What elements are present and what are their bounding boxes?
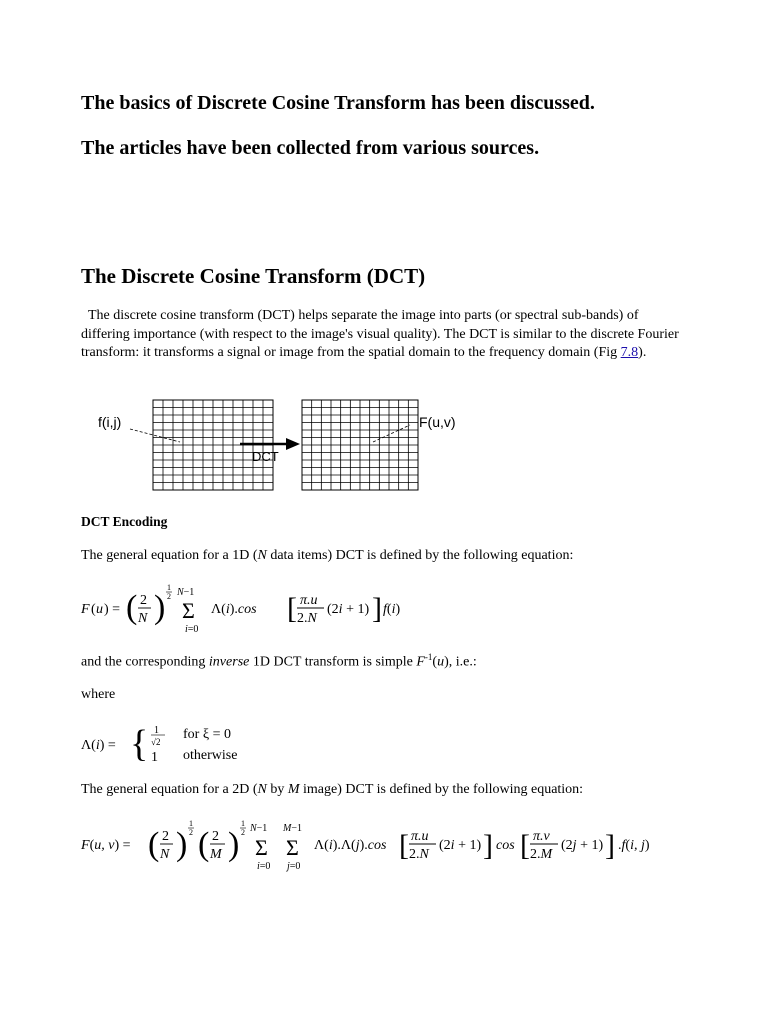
inverse-F: F — [416, 654, 425, 670]
svg-text:(: ( — [126, 589, 138, 626]
inverse-pre: and the corresponding — [81, 654, 209, 670]
svg-text:[: [ — [287, 592, 297, 625]
dct-figure — [90, 395, 470, 495]
eq2-intro — [81, 782, 583, 798]
svg-text:√2: √2 — [151, 737, 161, 747]
svg-text:): ) — [154, 589, 166, 626]
eq2-intro-pre: The general equation for a 2D ( — [81, 782, 258, 797]
eq1-intro — [81, 548, 573, 564]
svg-text:]: ] — [372, 592, 382, 625]
svg-text:[: [ — [399, 829, 409, 862]
paragraph-end: ). — [638, 345, 647, 360]
svg-text:(: ( — [198, 826, 210, 863]
eq2-intro-var1: N — [257, 782, 267, 797]
svg-text:M: M — [210, 847, 222, 862]
svg-text:2.M: 2.M — [530, 847, 553, 862]
svg-text:F(u, v) =: F(u, v) = — [81, 838, 131, 853]
intro-line-2: The articles have been collected from various sources. — [81, 137, 540, 159]
svg-text:2: 2 — [162, 829, 169, 844]
svg-text:1: 1 — [241, 819, 245, 828]
frequency-grid — [302, 400, 418, 490]
svg-text:.f(i, j): .f(i, j) — [618, 838, 650, 853]
svg-text:(2j + 1): (2j + 1) — [561, 838, 604, 853]
svg-text:2: 2 — [140, 593, 147, 608]
svg-text:j=0: j=0 — [287, 861, 301, 872]
inverse-sup: -1 — [424, 652, 433, 662]
svg-text:2.N: 2.N — [297, 611, 317, 626]
svg-text:2: 2 — [189, 828, 193, 837]
arrow-label: DCT — [252, 449, 279, 464]
arrow-head-icon — [286, 438, 300, 450]
svg-text:2: 2 — [241, 828, 245, 837]
svg-text:Λ(i).Λ(j).cos: Λ(i).Λ(j).cos — [314, 838, 387, 853]
svg-text:(: ( — [148, 826, 160, 863]
svg-text:1: 1 — [167, 583, 171, 592]
eq2-intro-post: image) DCT is defined by the following equation: — [299, 782, 584, 797]
svg-text:2: 2 — [212, 829, 219, 844]
svg-text:]: ] — [605, 829, 615, 862]
eq2-intro-mid: by — [266, 782, 288, 797]
svg-text:Σ: Σ — [182, 598, 195, 623]
svg-text:M−1: M−1 — [283, 823, 302, 834]
svg-text:N: N — [160, 847, 170, 862]
svg-text:Λ(i).cos: Λ(i).cos — [211, 602, 257, 617]
svg-text:1: 1 — [154, 725, 159, 736]
svg-text:2.N: 2.N — [409, 847, 429, 862]
svg-text:Σ: Σ — [286, 835, 299, 860]
svg-text:Σ: Σ — [255, 835, 268, 860]
intro-line-1: The basics of Discrete Cosine Transform has been discussed. — [81, 92, 595, 114]
equation-lambda — [78, 718, 278, 768]
svg-text:F: F — [81, 602, 90, 617]
svg-text:Λ(i) =: Λ(i) = — [81, 738, 116, 753]
svg-text:cos: cos — [496, 838, 515, 853]
svg-text:): ) — [228, 826, 240, 863]
svg-text:1: 1 — [189, 819, 193, 828]
svg-text:) =: ) = — [104, 602, 121, 617]
eq2-intro-var2: M — [287, 782, 300, 797]
inverse-mid: 1D DCT transform is simple — [249, 654, 417, 670]
svg-text:u: u — [96, 602, 103, 617]
lambda-case-1: for ξ = 0 — [183, 727, 231, 742]
fig-link[interactable]: 7.8 — [620, 345, 639, 360]
equation-1d-dct — [78, 580, 408, 640]
svg-text:1: 1 — [151, 750, 158, 765]
eq1-intro-pre: The general equation for a 1D ( — [81, 548, 258, 563]
inverse-post: ), i.e.: — [444, 654, 477, 670]
encoding-heading: DCT Encoding — [81, 514, 168, 529]
svg-text:): ) — [176, 826, 188, 863]
inverse-em: inverse — [208, 654, 250, 670]
svg-text:2: 2 — [167, 592, 171, 601]
inverse-line: and the corresponding inverse 1D DCT transform is simple $F^{-1}(u)$, i.e.: — [81, 652, 477, 670]
svg-text:N−1: N−1 — [250, 823, 268, 834]
svg-text:(: ( — [91, 602, 96, 617]
svg-text:(2i + 1): (2i + 1) — [439, 838, 482, 853]
svg-text:[: [ — [520, 829, 530, 862]
intro-paragraph — [81, 307, 681, 363]
svg-text:(2i + 1): (2i + 1) — [327, 602, 370, 617]
svg-text:i=0: i=0 — [185, 624, 199, 635]
svg-text:N−1: N−1 — [177, 587, 195, 598]
eq1-intro-var: N — [257, 548, 267, 563]
svg-text:π.v: π.v — [533, 829, 550, 844]
svg-text:π.u: π.u — [300, 593, 318, 608]
section-title: The Discrete Cosine Transform (DCT) — [81, 264, 426, 288]
svg-text:]: ] — [483, 829, 493, 862]
svg-text:π.u: π.u — [411, 829, 429, 844]
svg-text:N: N — [138, 611, 148, 626]
equation-2d-dct — [78, 816, 678, 878]
eq1-intro-post: data items) DCT is defined by the following equation: — [266, 548, 574, 563]
paragraph-text: The discrete cosine transform (DCT) helps separate the image into parts (or spectral sub-bands) of differing importance (with respect to the image's visual quality). The DCT is similar to the discrete Fourier transform: it transforms a signal or image from the spatial domain to the frequency domain (Fig — [81, 308, 679, 360]
where-text: where — [81, 687, 116, 702]
lambda-case-2: otherwise — [183, 748, 238, 763]
inverse-arg: u — [437, 654, 445, 670]
left-label: f(i,j) — [98, 414, 122, 430]
svg-text:i=0: i=0 — [257, 861, 271, 872]
right-label: F(u,v) — [419, 414, 456, 430]
svg-text:{: { — [130, 723, 149, 765]
svg-text:f(i): f(i) — [383, 602, 401, 617]
